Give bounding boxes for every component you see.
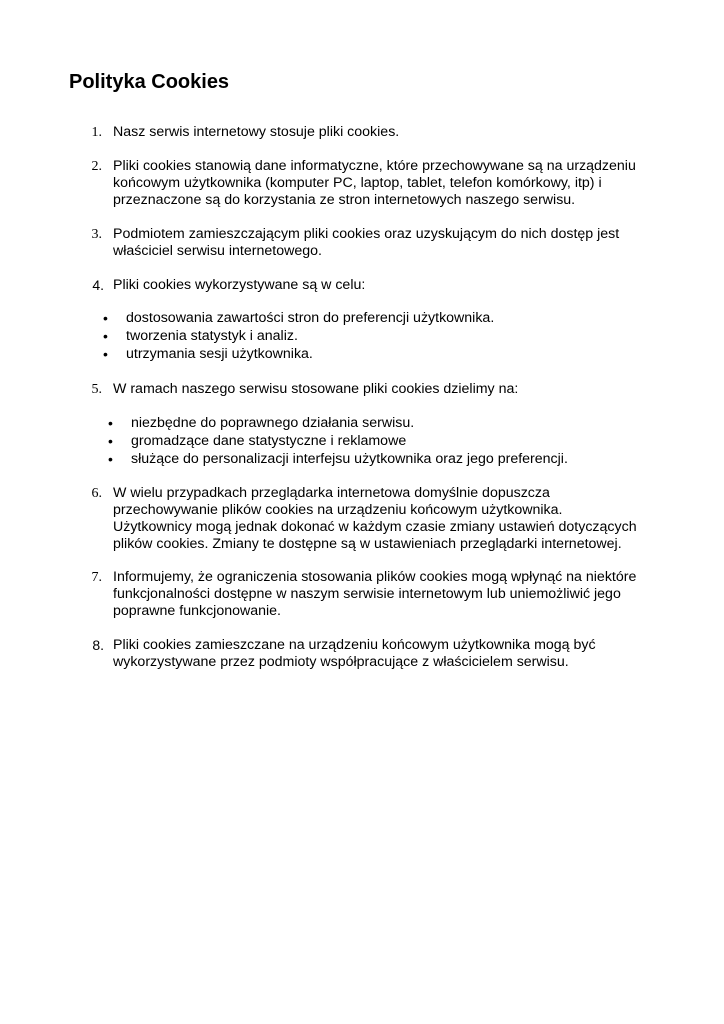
- purpose-text: dostosowania zawartości stron do preferencji użytkownika.: [126, 310, 495, 326]
- item-text: Pliki cookies zamieszczane na urządzeniu końcowym użytkownika mogą być wykorzystywane przez podmioty współpracujące z właścicielem serwisu.: [113, 637, 596, 670]
- purpose-bullet-3: [0, 346, 724, 364]
- category-text: gromadzące dane statystyczne i reklamowe: [131, 433, 407, 449]
- item-text: Podmiotem zamieszczającym pliki cookies oraz uzyskującym do nich dostęp jest właściciel serwisu internetowego.: [113, 226, 620, 259]
- item-number: 3.: [91, 227, 102, 242]
- purpose-text: tworzenia statystyk i analiz.: [126, 328, 298, 344]
- item-number: 4.: [92, 277, 104, 293]
- bullet-glyph: •: [108, 451, 113, 467]
- purpose-text: utrzymania sesji użytkownika.: [126, 346, 313, 362]
- purpose-bullet-2: [0, 328, 724, 346]
- category-bullet-1: [0, 415, 724, 433]
- item-text: Informujemy, że ograniczenia stosowania plików cookies mogą wpłynąć na niektóre funkcjonalności dostępne w naszym serwisie internetowym lub uniemożliwić jego poprawne funkcjonowanie.: [113, 569, 637, 619]
- category-bullet-3: [0, 451, 724, 469]
- purpose-bullet-1: [0, 310, 724, 328]
- category-bullet-2: [0, 433, 724, 451]
- bullet-glyph: •: [108, 415, 113, 431]
- page-title: Polityka Cookies: [69, 71, 230, 93]
- category-text: służące do personalizacji interfejsu użytkownika oraz jego preferencji.: [131, 451, 568, 467]
- item-text: Pliki cookies stanowią dane informatyczne, które przechowywane są na urządzeniu końcowym użytkownika (komputer PC, laptop, tablet, telefon komórkowy, itp) i przeznaczone są do korzystania ze stron internetowych naszego serwisu.: [113, 158, 636, 208]
- bullet-glyph: •: [103, 328, 108, 344]
- item-number: 2.: [91, 159, 102, 174]
- item-text: Pliki cookies wykorzystywane są w celu:: [113, 277, 366, 293]
- item-number: 8.: [92, 637, 104, 653]
- category-text: niezbędne do poprawnego działania serwisu.: [131, 415, 415, 431]
- bullet-glyph: •: [108, 433, 113, 449]
- item-text: W ramach naszego serwisu stosowane pliki cookies dzielimy na:: [113, 381, 519, 397]
- item-text: Nasz serwis internetowy stosuje pliki cookies.: [113, 124, 400, 140]
- item-number: 1.: [91, 125, 102, 140]
- item-number: 5.: [91, 382, 102, 397]
- bullet-glyph: •: [103, 346, 108, 362]
- item-number: 7.: [91, 570, 102, 585]
- item-text: W wielu przypadkach przeglądarka internetowa domyślnie dopuszcza przechowywanie plików cookies na urządzeniu końcowym użytkownika. Użytkownicy mogą jednak dokonać w każdym czasie zmiany ustawień dotyczących plików cookies. Zmiany te dostępne są w ustawieniach przeglądarki internetowej.: [113, 485, 637, 552]
- item-number: 6.: [91, 486, 102, 501]
- bullet-glyph: •: [103, 310, 108, 326]
